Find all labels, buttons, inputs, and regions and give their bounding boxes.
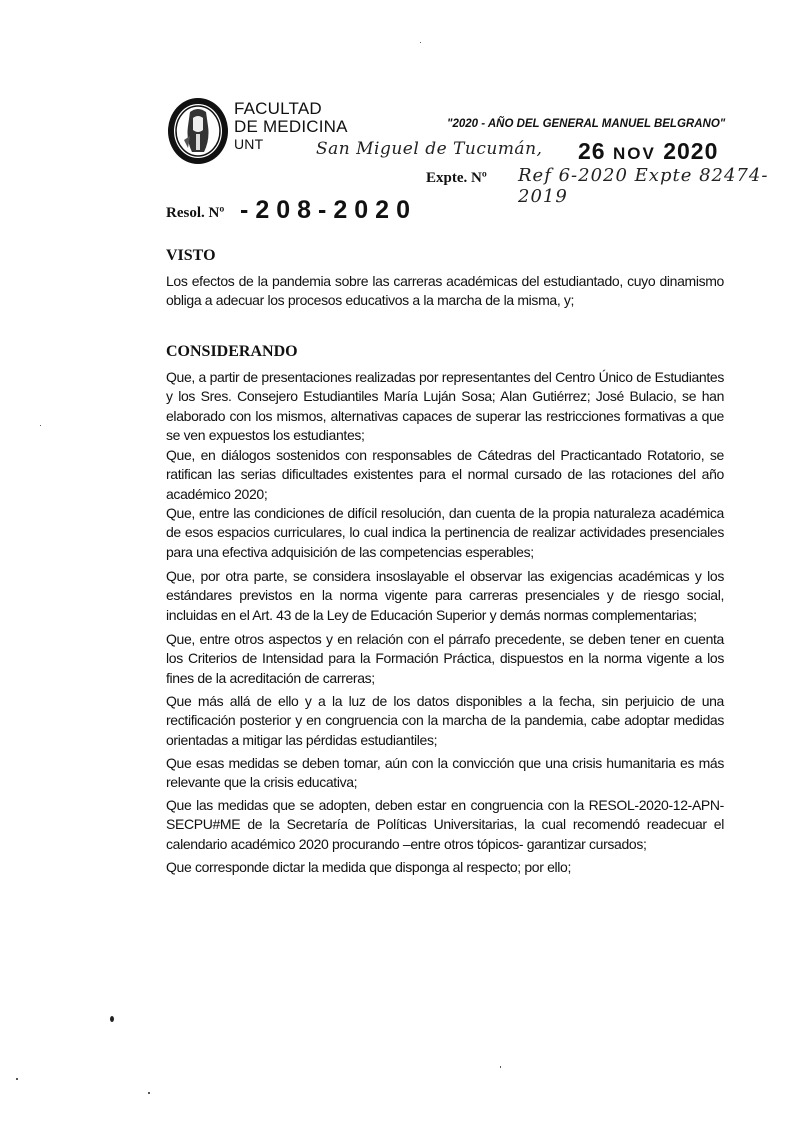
visto-heading: VISTO [166,247,216,264]
scan-speck [500,1066,501,1068]
considerando-paragraph-3: Que, entre las condiciones de difícil resolución, dan cuenta de la propia naturaleza académica de esos espacios curriculares, lo cual indica la pertinencia de realizar actividades presenciales para una efectiva adquisición de las competencias esperables; [166,505,724,560]
scan-speck [148,1092,150,1094]
date-year: 2020 [663,138,719,164]
resolution-number-stamp: -208-2020 [240,196,417,224]
considerando-paragraph-5: Que, entre otros aspectos y en relación con el párrafo precedente, se deben tener en cuenta los Criterios de Intensidad para la Formación Práctica, dispuestos en la norma vigente a los fines de la acreditación de carreras; [166,631,724,686]
considerando-paragraph-9: Que corresponde dictar la medida que disponga al respecto; por ello; [166,859,572,875]
visto-paragraph: Los efectos de la pandemia sobre las carreras académicas del estudiantado, cuyo dinamismo obliga a adecuar los procesos educativos a la marcha de la misma, y; [166,273,724,309]
institution-line-1: FACULTAD [234,99,322,118]
expte-label: Expte. Nº [426,170,487,186]
institution-line-3: UNT [234,136,264,152]
scan-speck [16,1078,18,1080]
year-motto: "2020 - AÑO DEL GENERAL MANUEL BELGRANO" [447,118,726,130]
resolution-label: Resol. Nº [166,205,225,221]
considerando-paragraph-6: Que más allá de ello y a la luz de los datos disponibles a la fecha, sin perjuicio de una rectificación posterior y en congruencia con la marcha de la pandemia, cabe adoptar medidas orientadas a mitigar las pérdidas estudiantiles; [166,693,724,748]
institution-line-2: DE MEDICINA [234,117,348,136]
scan-speck [420,42,421,43]
date-day: 26 [578,138,606,164]
university-seal-icon [166,96,230,166]
considerando-paragraph-7: Que esas medidas se deben tomar, aún con la convicción que una crisis humanitaria es más relevante que la crisis educativa; [166,755,724,791]
considerando-paragraph-8: Que las medidas que se adopten, deben estar en congruencia con la RESOL-2020-12-APN-SECPU#ME de la Secretaría de Políticas Universitarias, la cual recomendó readecuar el calendario académico 2020 procurando –entre otros tópicos- garantizar cursados; [166,797,724,852]
place-handwritten: San Miguel de Tucumán, [316,139,543,159]
considerando-paragraph-1: Que, a partir de presentaciones realizadas por representantes del Centro Único de Estudiantes y los Sres. Consejero Estudiantiles María Luján Sosa; Alan Gutiérrez; José Bulacio, se han elaborado con los mismos, alternativas capaces de superar las restricciones formativas a que se ven expuestos los estudiantes; [166,369,724,444]
scan-speck [40,425,41,426]
considerando-paragraph-4: Que, por otra parte, se considera insoslayable el observar las exigencias académicas y los estándares previstos en la norma vigente para carreras presenciales y de riesgo social, incluidas en el Art. 43 de la Ley de Educación Superior y demás normas complementarias; [166,568,724,623]
considerando-paragraph-2: Que, en diálogos sostenidos con responsables de Cátedras del Practicantado Rotatorio, se ratifican las serias dificultades existentes para el normal cursado de las rotaciones del año académico 2020; [166,447,724,502]
date-stamp [578,138,718,165]
scan-speck [110,1016,114,1022]
considerando-heading: CONSIDERANDO [166,343,298,360]
date-month: NOV [612,144,656,163]
expte-value-handwritten: Ref 6-2020 Expte 82474-2019 [518,165,769,207]
